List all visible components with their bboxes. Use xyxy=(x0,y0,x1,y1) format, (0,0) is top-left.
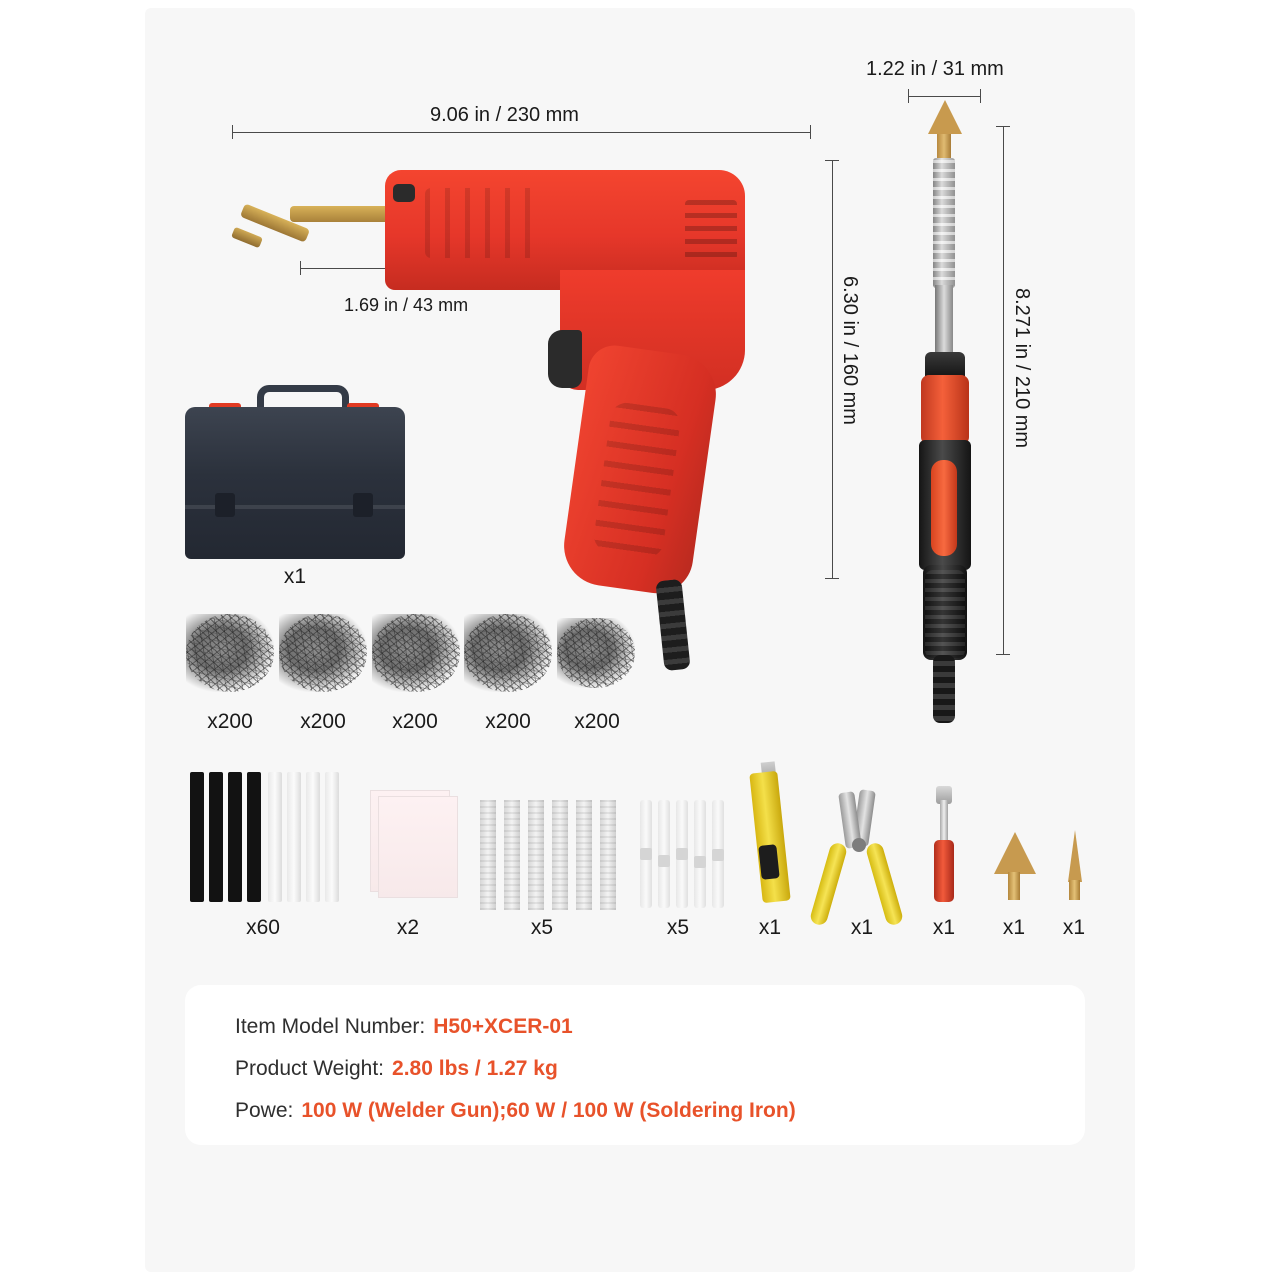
spec-label-weight: Product Weight: xyxy=(235,1057,385,1080)
iron-tip xyxy=(928,100,962,134)
needle-tip-qty: x1 xyxy=(1062,916,1086,939)
gun-length-tick-right xyxy=(810,125,811,139)
rod-clear-3 xyxy=(306,772,320,902)
utility-knife-qty: x1 xyxy=(758,916,782,939)
cone-tip-shank xyxy=(1008,872,1020,900)
flat-strip-2 xyxy=(504,800,520,910)
case-body xyxy=(185,407,405,559)
rod-clear-4 xyxy=(325,772,339,902)
flat-strips-qty: x5 xyxy=(530,916,554,939)
staple-qty-5: x200 xyxy=(574,710,620,733)
staple-pile-1 xyxy=(186,614,274,692)
iron-handle-upper xyxy=(921,375,969,445)
screwdriver-qty: x1 xyxy=(932,916,956,939)
spec-row-power xyxy=(235,1099,796,1123)
welding-rods-qty: x60 xyxy=(246,916,280,939)
flat-strip-5 xyxy=(576,800,592,910)
gun-tip-label: 1.69 in / 43 mm xyxy=(344,295,469,315)
spec-card xyxy=(185,985,1085,1145)
pliers-qty: x1 xyxy=(850,916,874,939)
gun-tip-end xyxy=(231,227,263,248)
flat-strip-3 xyxy=(528,800,544,910)
needle-tip-shank xyxy=(1069,880,1080,900)
zip-head-3 xyxy=(676,848,688,860)
staple-pile-4 xyxy=(464,614,552,692)
iron-barrel-rings xyxy=(933,160,955,286)
zip-head-2 xyxy=(658,855,670,867)
iron-handle-window xyxy=(931,460,957,556)
rod-black-2 xyxy=(209,772,223,902)
flat-strip-1 xyxy=(480,800,496,910)
spec-row-weight xyxy=(235,1057,558,1081)
gun-trigger xyxy=(548,330,582,388)
mesh-sheet-2 xyxy=(378,796,458,898)
flat-strip-6 xyxy=(600,800,616,910)
rod-black-4 xyxy=(247,772,261,902)
rod-black-3 xyxy=(228,772,242,902)
flat-strip-4 xyxy=(552,800,568,910)
staple-qty-2: x200 xyxy=(300,710,346,733)
spec-label-power: Powe: xyxy=(235,1099,294,1122)
case-latch-right xyxy=(353,493,373,517)
zip-head-5 xyxy=(712,849,724,861)
rod-clear-2 xyxy=(287,772,301,902)
screwdriver-handle xyxy=(934,840,954,902)
staple-qty-1: x200 xyxy=(207,710,253,733)
zip-head-1 xyxy=(640,848,652,860)
zip-head-4 xyxy=(694,856,706,868)
gun-length-line xyxy=(232,132,810,133)
spec-value-model: H50+XCER-01 xyxy=(433,1015,573,1038)
gun-height-tick-top xyxy=(825,160,839,161)
gun-length-label: 9.06 in / 230 mm xyxy=(430,104,579,126)
spec-value-power: 100 W (Welder Gun);60 W / 100 W (Soldering Iron) xyxy=(301,1099,796,1122)
gun-height-line xyxy=(832,160,833,578)
gun-height-label: 6.30 in / 160 mm xyxy=(839,276,861,425)
soldering-iron-image xyxy=(895,100,1005,680)
iron-tip-width-label: 1.22 in / 31 mm xyxy=(866,58,1004,80)
rod-clear-1 xyxy=(268,772,282,902)
case-latch-left xyxy=(215,493,235,517)
zip-strip-4 xyxy=(694,800,706,908)
iron-cable xyxy=(933,655,955,723)
mesh-sheets-qty: x2 xyxy=(396,916,420,939)
gun-cable xyxy=(655,579,690,671)
gun-body-vents xyxy=(425,188,545,258)
cone-tip-head xyxy=(994,832,1036,874)
staple-pile-2 xyxy=(279,614,367,692)
knife-slider xyxy=(758,844,779,880)
gun-power-switch xyxy=(393,184,415,202)
carrying-case-image xyxy=(185,385,405,560)
staple-qty-3: x200 xyxy=(392,710,438,733)
rod-black-1 xyxy=(190,772,204,902)
gun-height-tick-bottom xyxy=(825,578,839,579)
plier-pivot xyxy=(852,838,866,852)
zip-strip-2 xyxy=(658,800,670,908)
gun-rear-vents xyxy=(685,200,737,260)
gun-tip-rod xyxy=(290,206,400,222)
iron-handle-grip-texture xyxy=(925,570,965,658)
iron-tip-shank xyxy=(937,134,951,160)
iron-neck xyxy=(935,285,953,357)
staple-pile-3 xyxy=(372,614,460,692)
case-qty: x1 xyxy=(283,565,307,588)
staple-pile-5 xyxy=(557,618,635,688)
spec-value-weight: 2.80 lbs / 1.27 kg xyxy=(392,1057,558,1080)
staple-qty-4: x200 xyxy=(485,710,531,733)
zip-strips-qty: x5 xyxy=(666,916,690,939)
iron-length-label: 8.271 in / 210 mm xyxy=(1011,288,1033,449)
spec-label-model: Item Model Number: xyxy=(235,1015,426,1038)
spec-row-model xyxy=(235,1015,573,1039)
gun-length-tick-left xyxy=(232,125,233,139)
needle-tip-head xyxy=(1068,830,1082,882)
iron-tip-width-line xyxy=(908,96,980,97)
cone-tip-qty: x1 xyxy=(1002,916,1026,939)
